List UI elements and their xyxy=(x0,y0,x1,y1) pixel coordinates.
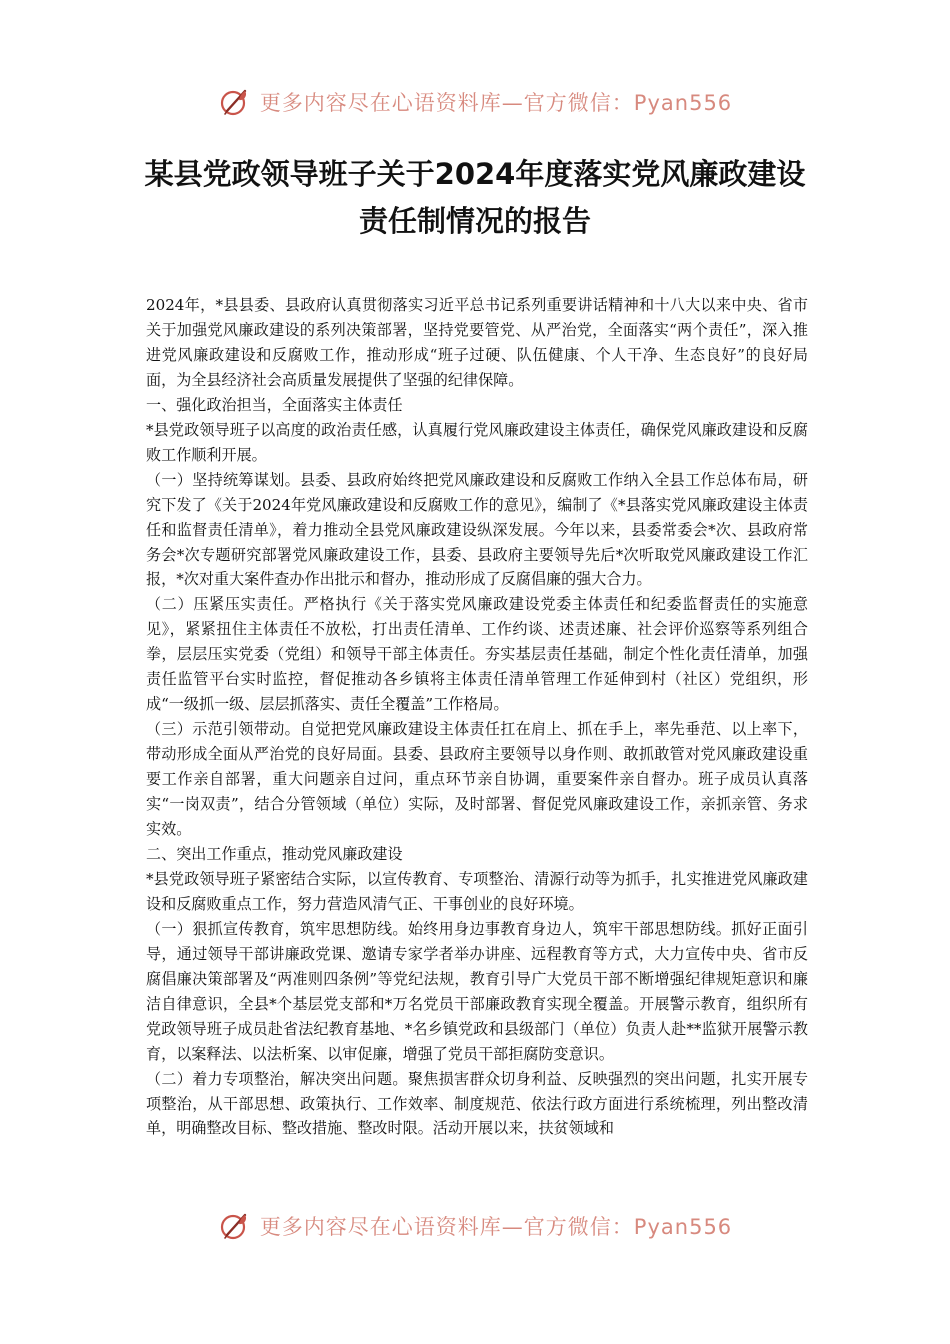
report-body xyxy=(146,293,808,1141)
watermark-text: 更多内容尽在心语资料库—官方微信：Pyan556 xyxy=(259,91,733,115)
paragraph: *县党政领导班子紧密结合实际，以宣传教育、专项整治、清源行动等为抓手，扎实推进党风廉政建设和反腐败重点工作，努力营造风清气正、干事创业的良好环境。 xyxy=(146,869,808,913)
paragraph: （一）坚持统筹谋划。县委、县政府始终把党风廉政建设和反腐败工作纳入全县工作总体布局，研究下发了《关于2024年党风廉政建设和反腐败工作的意见》，编制了《*县落实党风廉政建设主体责任和监督责任清单》，着力推动全县党风廉政建设纵深发展。今年以来，县委常委会*次、县政府常务会*次专题研究部署党风廉政建设工作，县委、县政府主要领导先后*次听取党风廉政建设工作汇报，*次对重大案件查办作出批示和督办，推动形成了反腐倡廉的强大合力。 xyxy=(146,470,808,589)
section-heading-2: 二、突出工作重点，推动党风廉政建设 xyxy=(146,844,403,863)
watermark-footer xyxy=(0,1208,950,1244)
paragraph: （二）压紧压实责任。严格执行《关于落实党风廉政建设党委主体责任和纪委监督责任的实施意见》，紧紧扭住主体责任不放松，打出责任清单、工作约谈、述责述廉、社会评价巡察等系列组合拳，层层压实党委（党组）和领导干部主体责任。夯实基层责任基础，制定个性化责任清单，加强责任监管平台实时监控，督促推动各乡镇将主体责任清单管理工作延伸到村（社区）党组织，形成“一级抓一级、层层抓落实、责任全覆盖”工作格局。 xyxy=(146,595,808,714)
page-title-line-1: 某县党政领导班子关于2024年度落实党风廉政建设 xyxy=(144,157,806,191)
paragraph: （三）示范引领带动。自觉把党风廉政建设主体责任扛在肩上、抓在手上，率先垂范、以上率下，带动形成全面从严治党的良好局面。县委、县政府主要领导以身作则、敢抓敢管对党风廉政建设重要工作亲自部署，重大问题亲自过问，重点环节亲自协调，重要案件亲自督办。班子成员认真落实“一岗双责”，结合分管领域（单位）实际，及时部署、督促党风廉政建设工作，亲抓亲管、务求实效。 xyxy=(146,720,808,839)
page-title-line-2: 责任制情况的报告 xyxy=(358,204,591,238)
watermark-header xyxy=(0,84,950,120)
watermark-text: 更多内容尽在心语资料库—官方微信：Pyan556 xyxy=(259,1215,733,1239)
paragraph: （一）狠抓宣传教育，筑牢思想防线。始终用身边事教育身边人，筑牢干部思想防线。抓好正面引导，通过领导干部讲廉政党课、邀请专家学者举办讲座、远程教育等方式，大力宣传中央、省市反腐倡廉决策部署及“两准则四条例”等党纪法规，教育引导广大党员干部不断增强纪律规矩意识和廉洁自律意识，全县*个基层党支部和*万名党员干部廉政教育实现全覆盖。开展警示教育，组织所有党政领导班子成员赴省法纪教育基地、*名乡镇党政和县级部门（单位）负责人赴**监狱开展警示教育，以案释法、以法析案、以审促廉，增强了党员干部拒腐防变意识。 xyxy=(146,919,808,1063)
paragraph-intro: 2024年，*县县委、县政府认真贯彻落实习近平总书记系列重要讲话精神和十八大以来中央、省市关于加强党风廉政建设的系列决策部署，坚持党要管党、从严治党，全面落实“两个责任”，深入推进党风廉政建设和反腐败工作，推动形成“班子过硬、队伍健康、个人干净、生态良好”的良好局面，为全县经济社会高质量发展提供了坚强的纪律保障。 xyxy=(146,296,808,389)
paragraph: *县党政领导班子以高度的政治责任感，认真履行党风廉政建设主体责任，确保党风廉政建设和反腐败工作顺利开展。 xyxy=(146,420,808,464)
quill-pen-logo-icon xyxy=(218,85,252,119)
quill-pen-logo-icon xyxy=(218,1209,252,1243)
paragraph: （二）着力专项整治，解决突出问题。聚焦损害群众切身利益、反映强烈的突出问题，扎实开展专项整治，从干部思想、政策执行、工作效率、制度规范、依法行政方面进行系统梳理，列出整改清单，明确整改目标、整改措施、整改时限。活动开展以来，扶贫领域和 xyxy=(146,1069,808,1138)
section-heading-1: 一、强化政治担当，全面落实主体责任 xyxy=(146,395,403,414)
